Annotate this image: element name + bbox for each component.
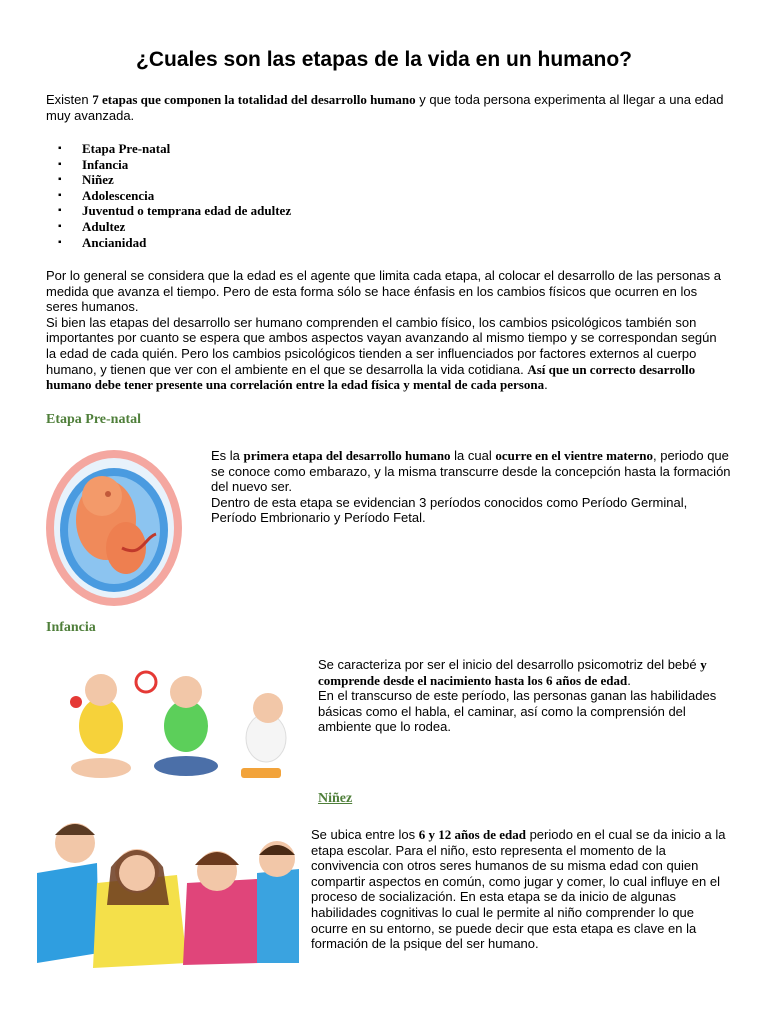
list-item: ▪ Juventud o temprana edad de adultez bbox=[58, 203, 291, 219]
heading-infancia: Infancia bbox=[46, 620, 96, 635]
list-item: ▪ Adultez bbox=[58, 219, 291, 235]
general-paragraph: Por lo general se considera que la edad es el agente que limita cada etapa, al colocar el desarrollo de las personas a medida que avanza el tiempo. Pero de esta forma sólo se hace énfasis en los cambios físicos que ocurren en los seres humanos. Si bien las etapas del desarrollo ser humano comprenden el cambio físico, los cambios psicológicos también son importantes por cuanto se espera que ambos aspectos vayan avanzando al mismo tiempo y se correspondan según la edad de cada quién. Pero los cambios psicológicos tienden a ser influenciados por factores externos al cuerpo humano, y tienen que ver con el ambiente en el que se desarrolla la vida cotidiana. Así que un correcto desarrollo humano debe tener presente una correlación entre la edad física y mental de cada persona. bbox=[46, 268, 721, 393]
babies-photo bbox=[46, 668, 298, 790]
infancia-text: Se caracteriza por ser el inicio del desarrollo psicomotriz del bebé y comprende desde el nacimiento hasta los 6 años de edad. En el transcurso de este período, las personas ganan las habilidades básicas como el habla, el caminar, así como la comprensión del ambiente que lo rodea. bbox=[318, 657, 717, 735]
fetus-icon bbox=[44, 448, 184, 608]
list-item: ▪ Ancianidad bbox=[58, 235, 291, 251]
intro-paragraph: Existen 7 etapas que componen la totalidad del desarrollo humano y que toda persona experimenta al llegar a una edad muy avanzada. bbox=[46, 92, 724, 123]
list-item: ▪ Infancia bbox=[58, 157, 291, 173]
list-item: ▪ Adolescencia bbox=[58, 188, 291, 204]
ninez-text: Se ubica entre los 6 y 12 años de edad periodo en el cual se da inicio a la etapa escolar. Para el niño, esto representa el momento de la convivencia con otros seres humanos de su misma edad con quien compartir aspectos en común, como jugar y comer, lo cual influye en el proceso de socialización. En esta etapa se da inicio de algunas habilidades cognitivas lo cual le permite al niño comprender lo que ocurre en su entorno, se puede decir que esta etapa es clave en la formación de la psique del ser humano. bbox=[311, 827, 726, 952]
children-photo bbox=[37, 813, 299, 973]
page-title: ¿Cuales son las etapas de la vida en un humano? bbox=[136, 48, 632, 71]
heading-ninez: Niñez bbox=[318, 791, 353, 806]
children-icon bbox=[37, 813, 299, 973]
list-item: ▪ Niñez bbox=[58, 172, 291, 188]
fetus-illustration bbox=[44, 448, 184, 608]
heading-prenatal: Etapa Pre-natal bbox=[46, 412, 142, 427]
list-item: ▪ Etapa Pre-natal bbox=[58, 141, 291, 157]
babies-icon bbox=[46, 668, 298, 790]
stages-list bbox=[58, 141, 291, 250]
prenatal-text: Es la primera etapa del desarrollo humano la cual ocurre en el vientre materno, periodo que se conoce como embarazo, y la misma transcurre desde la concepción hasta la formación del nuevo ser. Dentro de esta etapa se evidencian 3 períodos conocidos como Período Germinal, Período Embrionario y Período Fetal. bbox=[211, 448, 731, 526]
